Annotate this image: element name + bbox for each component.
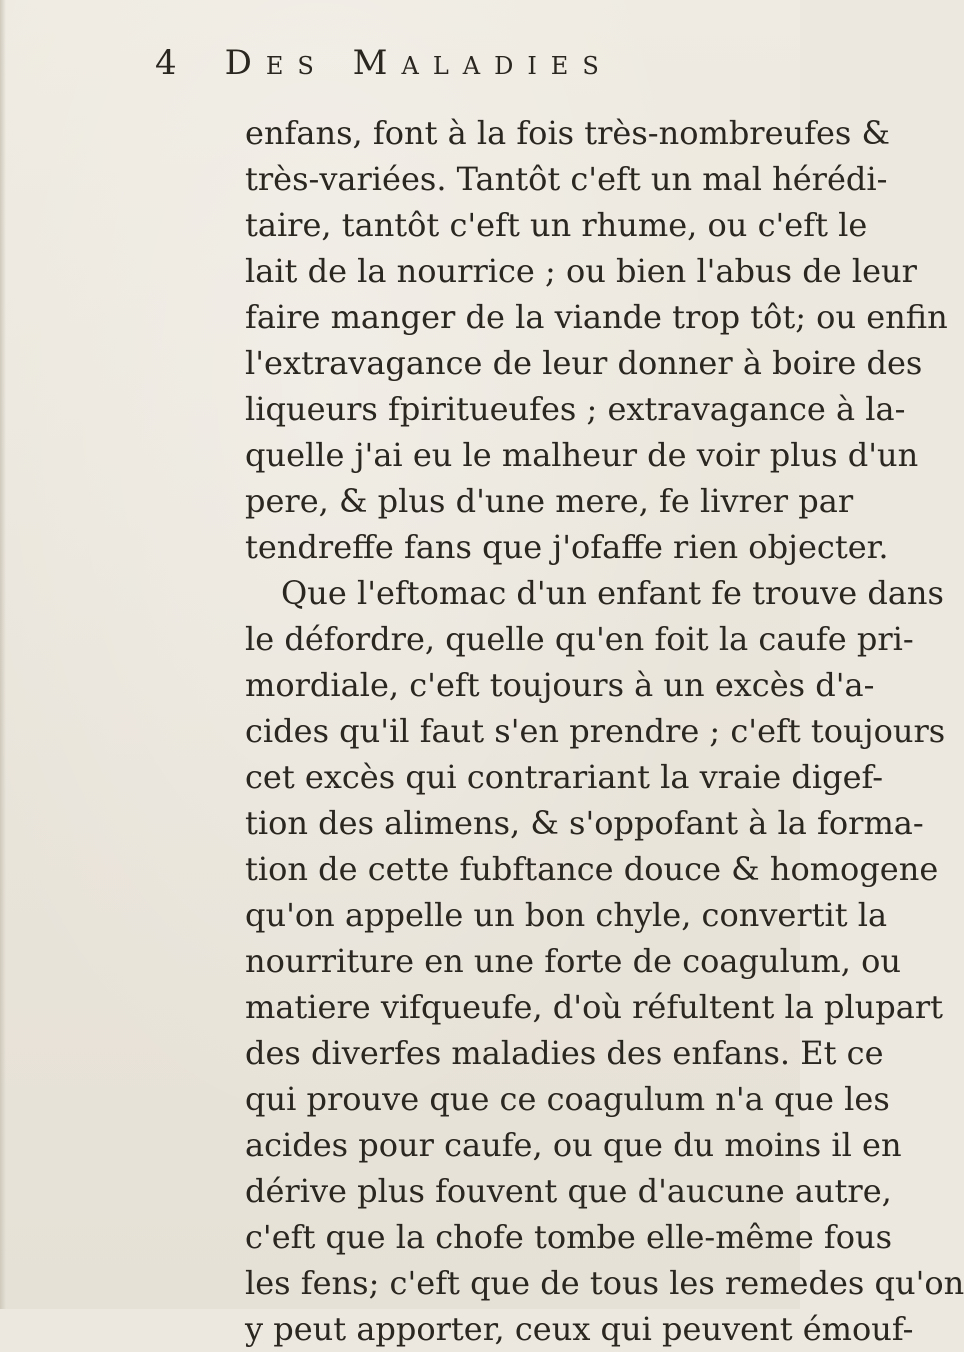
text-line: acides pour caufe, ou que du moins il en (245, 1126, 902, 1164)
text-line: y peut apporter, ceux qui peuvent émouf- (245, 1310, 914, 1348)
text-line: quelle j'ai eu le malheur de voir plus d'un (245, 436, 919, 474)
text-line: cet excès qui contrariant la vraie digef- (245, 758, 884, 796)
text-line: nourriture en une forte de coagulum, ou (245, 942, 901, 980)
text-line: c'eft que la chofe tombe elle-même fous (245, 1218, 893, 1256)
page-number: 4 (155, 43, 177, 83)
page-edge (0, 0, 6, 1309)
text-line: des diverfes maladies des enfans. Et ce (245, 1034, 884, 1072)
text-line: dérive plus fouvent que d'aucune autre, (245, 1172, 892, 1210)
text-line: enfans, font à la fois très-nombreufes & (245, 114, 890, 152)
text-line: qui prouve que ce coagulum n'a que les (245, 1080, 890, 1118)
text-line: faire manger de la viande trop tôt; ou enfin (245, 298, 948, 336)
text-line: tion de cette fubftance douce & homogene (245, 850, 939, 888)
text-line: mordiale, c'eft toujours à un excès d'a- (245, 666, 875, 704)
paragraph-first-line: Que l'eftomac d'un enfant fe trouve dans (281, 574, 944, 612)
text-line: les fens; c'eft que de tous les remedes qu'on (245, 1264, 964, 1302)
running-head-title: Des Maladies (224, 43, 613, 83)
text-line: qu'on appelle un bon chyle, convertit la (245, 896, 888, 934)
text-line: très-variées. Tantôt c'eft un mal hérédi- (245, 160, 888, 198)
text-line: le défordre, quelle qu'en foit la caufe pri- (245, 620, 914, 658)
text-line: tendreffe fans que j'ofaffe rien objecter. (245, 528, 889, 566)
text-line: lait de la nourrice ; ou bien l'abus de leur (245, 252, 917, 290)
text-line: matiere vifqueufe, d'où réfultent la plupart (245, 988, 943, 1026)
text-line: pere, & plus d'une mere, fe livrer par (245, 482, 854, 520)
text-line: taire, tantôt c'eft un rhume, ou c'eft le (245, 206, 868, 244)
text-line: liqueurs fpiritueufes ; extravagance à la- (245, 390, 906, 428)
body-text (245, 110, 964, 1352)
text-line: tion des alimens, & s'oppofant à la forma- (245, 804, 924, 842)
text-line: cides qu'il faut s'en prendre ; c'eft toujours (245, 712, 946, 750)
text-line: l'extravagance de leur donner à boire des (245, 344, 923, 382)
running-head (155, 28, 613, 98)
